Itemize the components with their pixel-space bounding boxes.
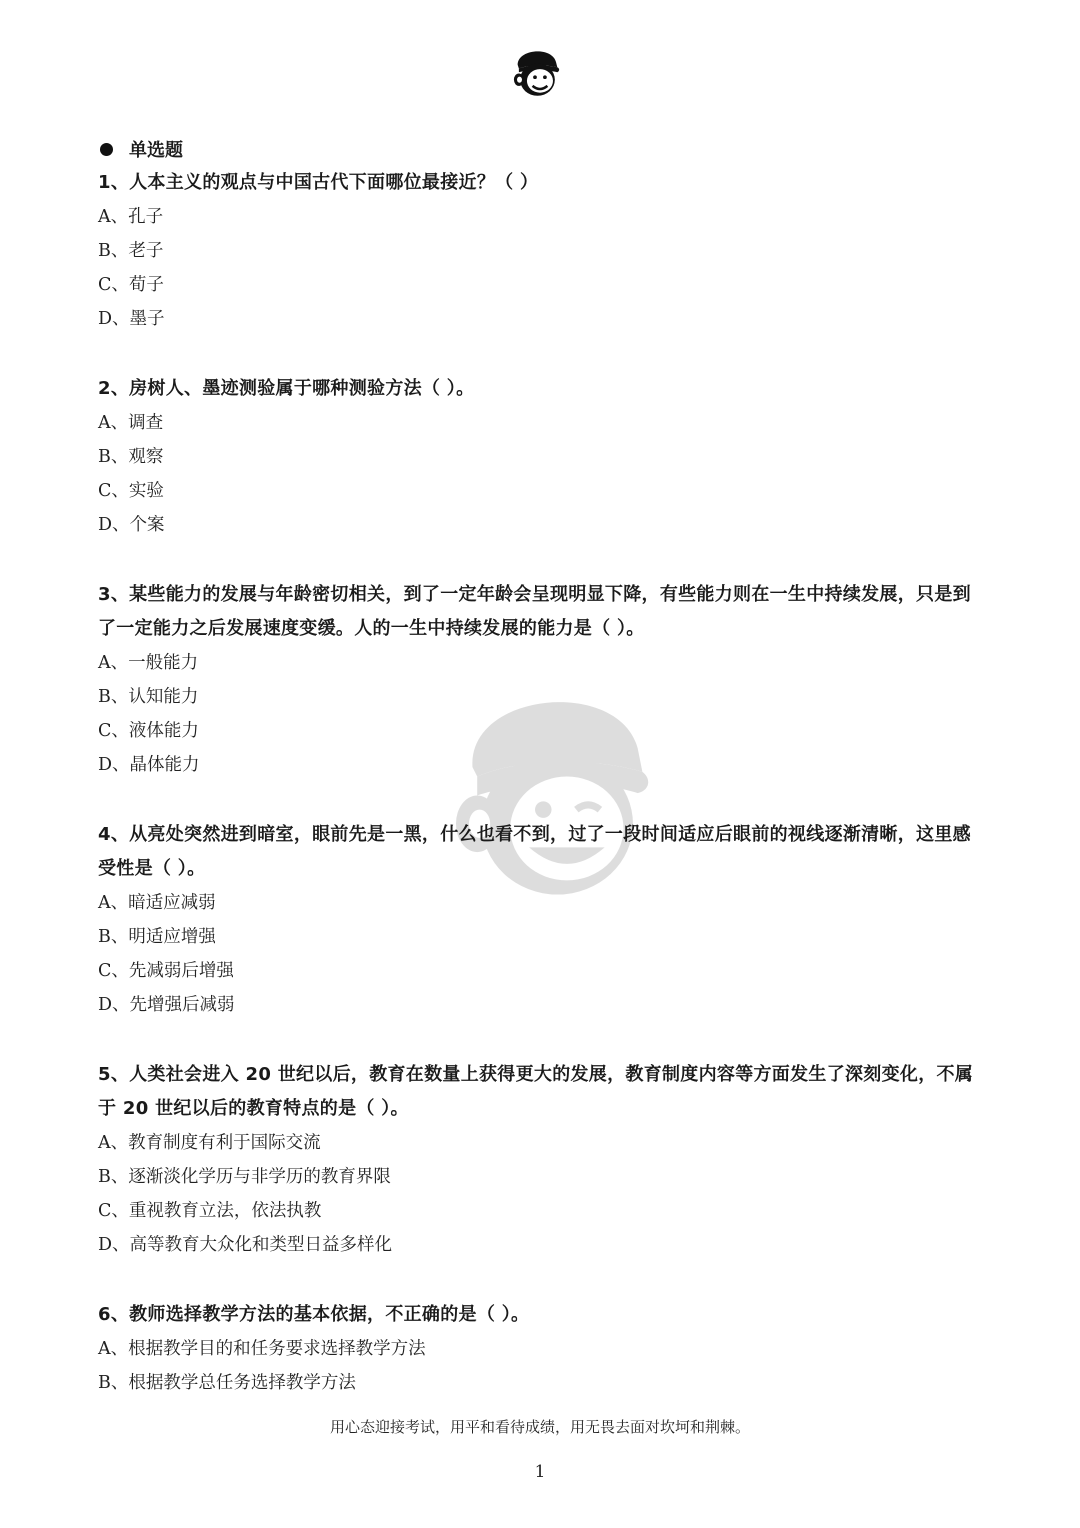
question-6 — [98, 1298, 988, 1400]
question-4 — [98, 818, 988, 1022]
question-5 — [98, 1058, 988, 1262]
option-c: C、先减弱后增强 — [98, 961, 234, 981]
option-b: B、根据教学总任务选择教学方法 — [98, 1373, 356, 1393]
question-stem: 4、从亮处突然进到暗室，眼前先是一黑，什么也看不到，过了一段时间适应后眼前的视线逐渐清晰，这里感受性是（ ）。 — [98, 824, 971, 879]
option-b: B、明适应增强 — [98, 927, 216, 947]
option-a: A、暗适应减弱 — [98, 893, 216, 913]
option-a: A、调查 — [98, 413, 164, 433]
option-a: A、一般能力 — [98, 653, 199, 673]
question-stem: 5、人类社会进入 20 世纪以后，教育在数量上获得更大的发展，教育制度内容等方面发生了深刻变化，不属于 20 世纪以后的教育特点的是（ ）。 — [98, 1064, 974, 1119]
section-title: 单选题 — [129, 140, 183, 161]
option-c: C、重视教育立法，依法执教 — [98, 1201, 322, 1221]
option-b: B、老子 — [98, 241, 164, 261]
option-d: D、个案 — [98, 515, 165, 535]
section-header — [98, 132, 988, 166]
option-d: D、墨子 — [98, 309, 165, 329]
monkey-mascot-icon — [504, 40, 566, 102]
page-number: 1 — [534, 1462, 546, 1482]
option-b: B、逐渐淡化学历与非学历的教育界限 — [98, 1167, 391, 1187]
option-a: A、根据教学目的和任务要求选择教学方法 — [98, 1339, 426, 1359]
exam-content — [98, 132, 988, 1436]
footer-motto: 用心态迎接考试，用平和看待成绩，用无畏去面对坎坷和荆棘。 — [329, 1418, 750, 1436]
option-d: D、晶体能力 — [98, 755, 200, 775]
question-2 — [98, 372, 988, 542]
option-a: A、孔子 — [98, 207, 164, 227]
option-d: D、高等教育大众化和类型日益多样化 — [98, 1235, 393, 1255]
option-a: A、教育制度有利于国际交流 — [98, 1133, 321, 1153]
question-stem: 6、教师选择教学方法的基本依据，不正确的是（ ）。 — [98, 1304, 530, 1325]
question-stem: 3、某些能力的发展与年龄密切相关，到了一定年龄会呈现明显下降，有些能力则在一生中持续发展，只是到了一定能力之后发展速度变缓。人的一生中持续发展的能力是（ ）。 — [98, 584, 971, 639]
option-b: B、观察 — [98, 447, 164, 467]
option-c: C、实验 — [98, 481, 164, 501]
bullet-icon — [100, 143, 113, 156]
question-1 — [98, 166, 988, 336]
option-b: B、认知能力 — [98, 687, 199, 707]
option-d: D、先增强后减弱 — [98, 995, 235, 1015]
option-c: C、荀子 — [98, 275, 164, 295]
question-stem: 1、人本主义的观点与中国古代下面哪位最接近？（ ） — [98, 172, 539, 193]
question-stem: 2、房树人、墨迹测验属于哪种测验方法（ ）。 — [98, 378, 475, 399]
question-3 — [98, 578, 988, 782]
option-c: C、液体能力 — [98, 721, 199, 741]
